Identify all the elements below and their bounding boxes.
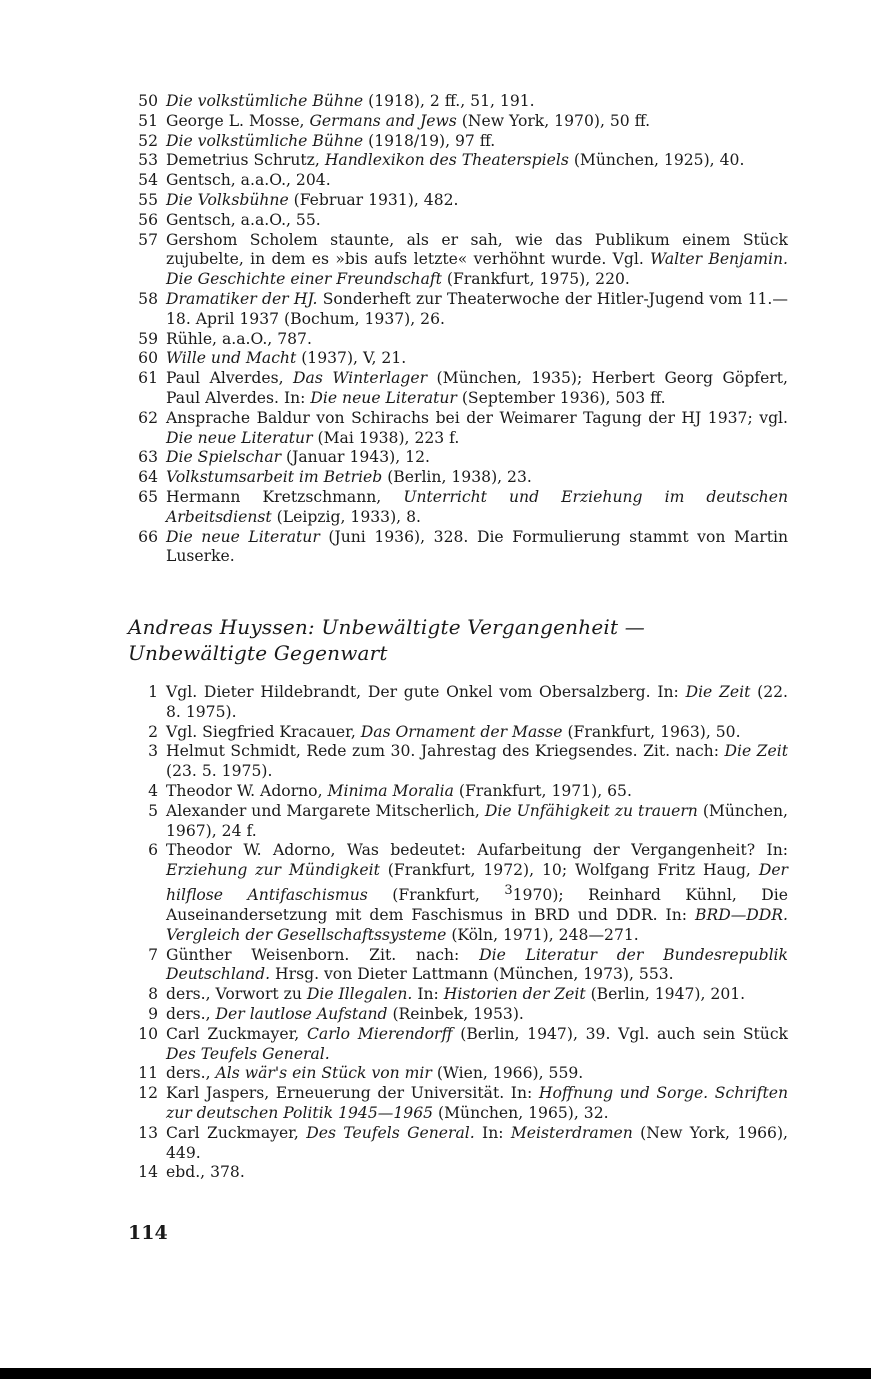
footnote-text: Carl Zuckmayer, Carlo Mierendorff (Berlin, 1947), 39. Vgl. auch sein Stück Des Teufels General. xyxy=(166,1024,789,1063)
footnote-item xyxy=(128,171,788,191)
footnote-item xyxy=(128,782,788,802)
footnote-number: 65 xyxy=(138,487,158,506)
footnote-item xyxy=(128,1064,788,1084)
footnote-item xyxy=(128,802,788,842)
footnote-number: 13 xyxy=(138,1123,158,1142)
footnote-item xyxy=(128,349,788,369)
footnote-text: Hermann Kretzschmann, Unterricht und Erziehung im deutschen Arbeitsdienst (Leipzig, 1933), 8. xyxy=(166,487,788,526)
footnote-text: Vgl. Siegfried Kracauer, Das Ornament der Masse (Frankfurt, 1963), 50. xyxy=(166,722,741,741)
footnote-item xyxy=(128,231,788,290)
footnotes-previous-chapter xyxy=(128,92,788,567)
footnote-item xyxy=(128,723,788,743)
footnote-number: 10 xyxy=(138,1024,158,1043)
footnote-text: ders., Als wär's ein Stück von mir (Wien, 1966), 559. xyxy=(166,1064,584,1083)
footnote-text: Helmut Schmidt, Rede zum 30. Jahrestag des Kriegsendes. Zit. nach: Die Zeit (23. 5. 1975). xyxy=(166,742,788,781)
footnote-text: Gentsch, a.a.O., 204. xyxy=(166,171,331,190)
footnote-number: 50 xyxy=(138,92,158,110)
footnote-item xyxy=(128,151,788,171)
footnote-item xyxy=(128,290,788,330)
footnote-number: 66 xyxy=(138,527,158,546)
footnote-number: 12 xyxy=(138,1084,158,1103)
footnote-item xyxy=(128,330,788,350)
footnote-number: 62 xyxy=(138,408,158,427)
footnote-item xyxy=(128,1005,788,1025)
footnote-item xyxy=(128,528,788,568)
footnote-text: ebd., 378. xyxy=(166,1163,245,1182)
footnote-number: 52 xyxy=(138,131,158,150)
footnote-text: Die volkstümliche Bühne (1918/19), 97 ff. xyxy=(166,131,496,150)
footnote-text: Carl Zuckmayer, Des Teufels General. In: Meisterdramen (New York, 1966), 449. xyxy=(166,1123,788,1162)
footnote-text: Dramatiker der HJ. Sonderheft zur Theaterwoche der Hitler-Jugend vom 11.—18. April 1937 (Bochum, 1937), 26. xyxy=(166,289,788,328)
footnote-text: Die volkstümliche Bühne (1918), 2 ff., 51, 191. xyxy=(166,92,535,110)
footnotes-huyssen xyxy=(128,683,788,1183)
footnote-number: 8 xyxy=(148,985,158,1004)
footnote-number: 57 xyxy=(138,230,158,249)
scan-edge-bar xyxy=(0,1368,871,1379)
footnote-text: Wille und Macht (1937), V, 21. xyxy=(166,349,407,368)
footnote-text: George L. Mosse, Germans and Jews (New York, 1970), 50 ff. xyxy=(166,111,651,130)
footnote-item xyxy=(128,211,788,231)
footnote-number: 63 xyxy=(138,448,158,467)
footnote-item xyxy=(128,841,788,945)
footnote-text: ders., Vorwort zu Die Illegalen. In: Historien der Zeit (Berlin, 1947), 201. xyxy=(166,985,746,1004)
page-number: 114 xyxy=(128,1222,168,1244)
footnote-item xyxy=(128,369,788,409)
footnote-text: Die neue Literatur (Juni 1936), 328. Die Formulierung stammt von Martin Luserke. xyxy=(166,527,788,566)
footnote-number: 51 xyxy=(138,111,158,130)
footnote-text: Alexander und Margarete Mitscherlich, Die Unfähigkeit zu trauern (München, 1967), 24 f. xyxy=(166,801,788,840)
footnote-item xyxy=(128,409,788,449)
footnote-number: 53 xyxy=(138,151,158,170)
footnote-number: 1 xyxy=(148,683,158,701)
footnote-item xyxy=(128,1163,788,1183)
footnote-item xyxy=(128,488,788,528)
footnote-item xyxy=(128,1124,788,1164)
footnote-item xyxy=(128,191,788,211)
footnote-number: 4 xyxy=(148,781,158,800)
footnote-text: Ansprache Baldur von Schirachs bei der Weimarer Tagung der HJ 1937; vgl. Die neue Literatur (Mai 1938), 223 f. xyxy=(166,408,788,447)
footnote-text: Günther Weisenborn. Zit. nach: Die Literatur der Bundesrepublik Deutschland. Hrsg. von Dieter Lattmann (München, 1973), 553. xyxy=(166,945,788,984)
footnote-text: Die Volksbühne (Februar 1931), 482. xyxy=(166,190,459,209)
footnote-number: 3 xyxy=(148,742,158,761)
footnote-text: Theodor W. Adorno, Was bedeutet: Aufarbeitung der Vergangenheit? In: Erziehung zur Mündigkeit (Frankfurt, 1972), 10; Wolfgang Fritz Haug, Der hilflose Antifaschismus (Frankfurt, $^3$1970); Reinhard Kühnl, Die Auseinandersetzung mit dem Faschismus in BRD und DDR. In: BRD—DDR. Vergleich der Gesellschaftssysteme (Köln, 1971), 248—271. xyxy=(166,841,788,944)
footnote-item xyxy=(128,683,788,723)
footnote-text: Gentsch, a.a.O., 55. xyxy=(166,210,321,229)
footnote-text: Karl Jaspers, Erneuerung der Universität. In: Hoffnung und Sorge. Schriften zur deutschen Politik 1945—1965 (München, 1965), 32. xyxy=(166,1084,788,1122)
footnote-number: 5 xyxy=(148,801,158,820)
footnote-item xyxy=(128,946,788,986)
footnote-item xyxy=(128,468,788,488)
footnote-text: Paul Alverdes, Das Winterlager (München, 1935); Herbert Georg Göpfert, Paul Alverdes. In: Die neue Literatur (September 1936), 503 ff. xyxy=(166,369,788,407)
footnote-number: 56 xyxy=(138,210,158,229)
footnote-text: Rühle, a.a.O., 787. xyxy=(166,329,312,348)
footnote-item xyxy=(128,448,788,468)
footnote-number: 58 xyxy=(138,289,158,308)
footnote-number: 54 xyxy=(138,171,158,190)
footnote-item xyxy=(128,1084,788,1124)
footnote-text: Gershom Scholem staunte, als er sah, wie das Publikum einem Stück zujubelte, in dem es »bis aufs letzte« verhöhnt wurde. Vgl. Walter Benjamin. Die Geschichte einer Freundschaft (Frankfurt, 1975), 220. xyxy=(166,230,789,289)
footnote-text: ders., Der lautlose Aufstand (Reinbek, 1953). xyxy=(166,1004,524,1023)
footnote-number: 9 xyxy=(148,1004,158,1023)
footnote-item xyxy=(128,92,788,112)
footnote-number: 14 xyxy=(138,1163,158,1182)
footnote-text: Volkstumsarbeit im Betrieb (Berlin, 1938), 23. xyxy=(166,468,532,487)
footnote-item xyxy=(128,985,788,1005)
footnote-number: 2 xyxy=(148,722,158,741)
footnote-number: 6 xyxy=(148,841,158,860)
section-heading: Andreas Huyssen: Unbewältigte Vergangenheit — Unbewältigte Gegenwart xyxy=(128,615,645,665)
footnote-text: Die Spielschar (Januar 1943), 12. xyxy=(166,448,430,467)
footnote-number: 64 xyxy=(138,468,158,487)
footnote-item xyxy=(128,742,788,782)
footnote-number: 11 xyxy=(138,1064,158,1083)
footnote-item xyxy=(128,132,788,152)
footnote-text: Demetrius Schrutz, Handlexikon des Theaterspiels (München, 1925), 40. xyxy=(166,151,745,170)
footnote-number: 60 xyxy=(138,349,158,368)
footnote-text: Vgl. Dieter Hildebrandt, Der gute Onkel vom Obersalzberg. In: Die Zeit (22. 8. 1975). xyxy=(166,683,788,721)
footnote-item xyxy=(128,112,788,132)
footnote-number: 59 xyxy=(138,329,158,348)
footnote-number: 61 xyxy=(138,369,158,388)
footnote-number: 7 xyxy=(148,945,158,964)
footnote-text: Theodor W. Adorno, Minima Moralia (Frankfurt, 1971), 65. xyxy=(166,781,632,800)
footnote-item xyxy=(128,1025,788,1065)
footnote-number: 55 xyxy=(138,190,158,209)
